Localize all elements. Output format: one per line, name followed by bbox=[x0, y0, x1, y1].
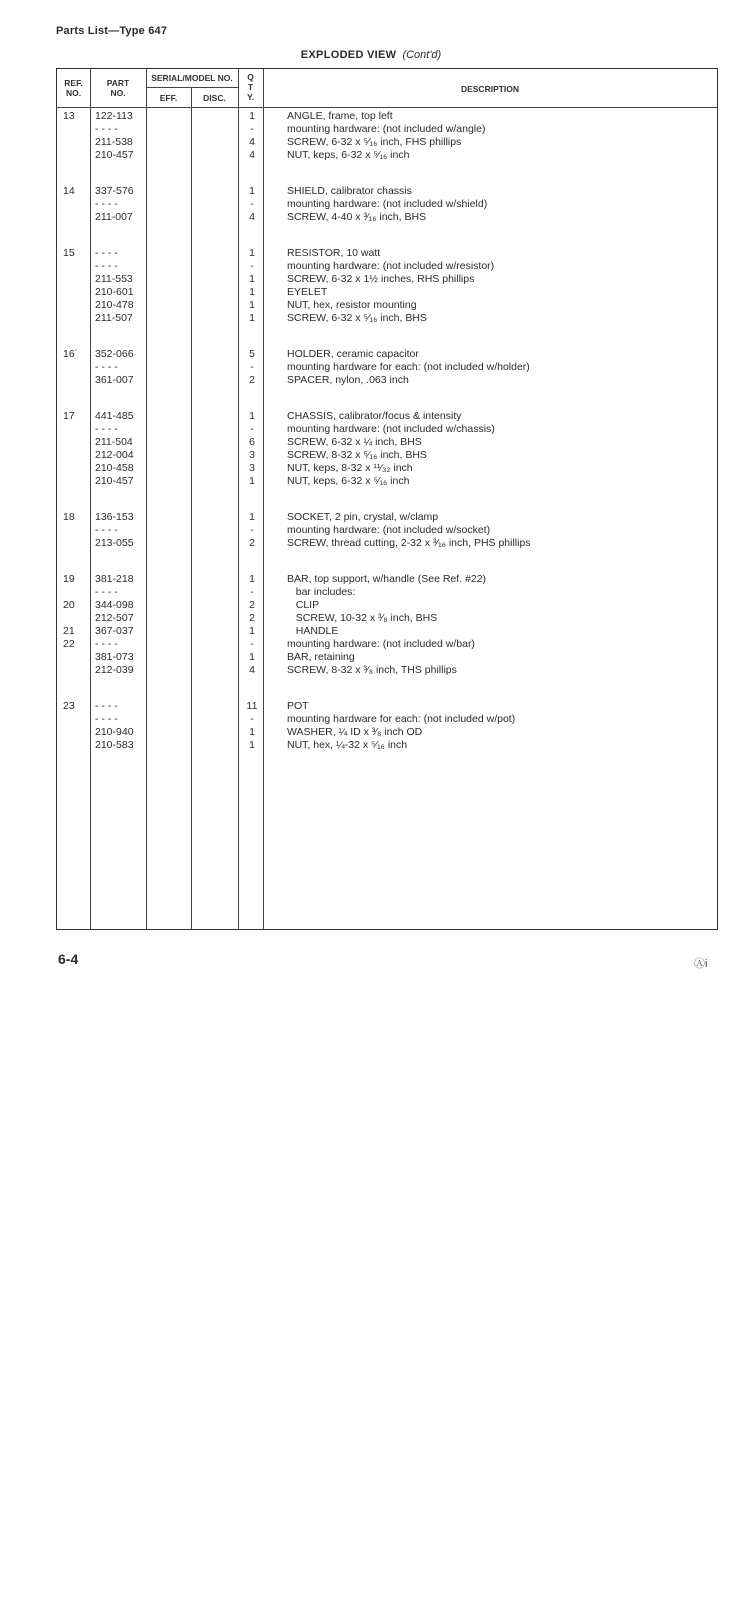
ref-cell: 15 bbox=[63, 247, 75, 259]
header-part-line1: PART bbox=[106, 78, 130, 88]
description-cell: NUT, hex, ¼-32 x ⁵⁄₁₆ inch bbox=[287, 739, 408, 751]
quantity-cell: 4 bbox=[249, 211, 255, 223]
description-cell: mounting hardware for each: (not included w/holder) bbox=[287, 361, 530, 373]
part-number-cell: - - - - bbox=[95, 361, 118, 373]
quantity-cell: 2 bbox=[249, 612, 255, 624]
quantity-cell: 1 bbox=[249, 651, 255, 663]
description-cell: BAR, retaining bbox=[287, 651, 355, 663]
header-qty bbox=[238, 72, 263, 102]
description-cell: NUT, hex, resistor mounting bbox=[287, 299, 417, 311]
quantity-cell: 1 bbox=[249, 739, 255, 751]
table-row bbox=[57, 136, 717, 149]
table-row bbox=[57, 651, 717, 664]
description-cell: NUT, keps, 8-32 x ¹¹⁄₃₂ inch bbox=[287, 462, 413, 474]
part-number-cell: - - - - bbox=[95, 700, 118, 712]
description-cell: WASHER, ¼ ID x ³⁄₈ inch OD bbox=[287, 726, 423, 738]
part-number-cell: - - - - bbox=[95, 247, 118, 259]
part-number-cell: 210-601 bbox=[95, 286, 134, 298]
table-row bbox=[57, 713, 717, 726]
quantity-cell: - bbox=[250, 713, 254, 725]
header-description: DESCRIPTION bbox=[460, 84, 520, 94]
quantity-cell: 3 bbox=[249, 449, 255, 461]
quantity-cell: 1 bbox=[249, 625, 255, 637]
part-number-cell: 337-576 bbox=[95, 185, 134, 197]
description-cell: SOCKET, 2 pin, crystal, w/clamp bbox=[287, 511, 439, 523]
quantity-cell: - bbox=[250, 524, 254, 536]
table-row bbox=[57, 511, 717, 524]
header-qty-q: Q bbox=[247, 72, 254, 82]
table-row bbox=[57, 449, 717, 462]
part-number-cell: 210-457 bbox=[95, 475, 134, 487]
quantity-cell: - bbox=[250, 586, 254, 598]
ref-cell: 23 bbox=[63, 700, 75, 712]
description-cell: SCREW, 4-40 x ³⁄₁₆ inch, BHS bbox=[287, 211, 427, 223]
description-cell: HANDLE bbox=[287, 625, 339, 637]
description-cell: SCREW, thread cutting, 2-32 x ³⁄₁₆ inch, PHS phillips bbox=[287, 537, 531, 549]
description-cell: HOLDER, ceramic capacitor bbox=[287, 348, 419, 360]
part-number-cell: 441-485 bbox=[95, 410, 134, 422]
section-title-cont: (Cont'd) bbox=[402, 49, 442, 61]
description-cell: RESISTOR, 10 watt bbox=[287, 247, 381, 259]
table-row bbox=[57, 149, 717, 162]
part-number-cell: 210-583 bbox=[95, 739, 134, 751]
table-row bbox=[57, 475, 717, 488]
table-row bbox=[57, 374, 717, 387]
table-row bbox=[57, 664, 717, 677]
quantity-cell: 1 bbox=[249, 726, 255, 738]
part-number-cell: 136-153 bbox=[95, 511, 134, 523]
description-cell: CHASSIS, calibrator/focus & intensity bbox=[287, 410, 462, 422]
description-cell: SPACER, nylon, .063 inch bbox=[287, 374, 409, 386]
quantity-cell: 1 bbox=[249, 475, 255, 487]
part-number-cell: - - - - bbox=[95, 260, 118, 272]
quantity-cell: 1 bbox=[249, 410, 255, 422]
part-number-cell: 211-007 bbox=[95, 211, 133, 223]
table-row bbox=[57, 537, 717, 550]
quantity-cell: 1 bbox=[249, 573, 255, 585]
ref-cell: 19 bbox=[63, 573, 75, 585]
quantity-cell: - bbox=[250, 123, 254, 135]
description-cell: SHIELD, calibrator chassis bbox=[287, 185, 412, 197]
table-row bbox=[57, 625, 717, 638]
description-cell: POT bbox=[287, 700, 309, 712]
table-row bbox=[57, 211, 717, 224]
description-cell: mounting hardware for each: (not included w/pot) bbox=[287, 713, 516, 725]
table-row bbox=[57, 739, 717, 752]
table-row bbox=[57, 612, 717, 625]
description-cell: CLIP bbox=[287, 599, 320, 611]
quantity-cell: 2 bbox=[249, 374, 255, 386]
section-title-main: EXPLODED VIEW bbox=[300, 49, 397, 61]
description-cell: SCREW, 6-32 x ¼ inch, BHS bbox=[287, 436, 422, 448]
quantity-cell: 1 bbox=[249, 247, 255, 259]
quantity-cell: 5 bbox=[249, 348, 255, 360]
part-number-cell: 211-507 bbox=[95, 312, 133, 324]
description-cell: ANGLE, frame, top left bbox=[287, 110, 393, 122]
description-cell: NUT, keps, 6-32 x ⁵⁄₁₆ inch bbox=[287, 475, 410, 487]
header-eff: EFF. bbox=[159, 93, 178, 103]
header-part-line2: NO. bbox=[110, 88, 126, 98]
part-number-cell: - - - - bbox=[95, 198, 118, 210]
quantity-cell: 3 bbox=[249, 462, 255, 474]
table-row bbox=[57, 110, 717, 123]
ref-cell: 20 bbox=[63, 599, 75, 611]
quantity-cell: 4 bbox=[249, 149, 255, 161]
part-number-cell: 212-039 bbox=[95, 664, 134, 676]
description-cell: mounting hardware: (not included w/shield) bbox=[287, 198, 488, 210]
header-ref-line2: NO. bbox=[65, 88, 82, 98]
table-row bbox=[57, 638, 717, 651]
quantity-cell: 2 bbox=[249, 537, 255, 549]
table-row bbox=[57, 312, 717, 325]
header-qty-t: T bbox=[247, 82, 254, 92]
quantity-cell: 2 bbox=[249, 599, 255, 611]
table-row bbox=[57, 462, 717, 475]
description-cell: NUT, keps, 6-32 x ⁵⁄₁₆ inch bbox=[287, 149, 410, 161]
part-number-cell: 381-218 bbox=[95, 573, 134, 585]
description-cell: mounting hardware: (not included w/chassis) bbox=[287, 423, 495, 435]
description-cell: SCREW, 6-32 x 1½ inches, RHS phillips bbox=[287, 273, 475, 285]
header-ref bbox=[57, 78, 90, 98]
part-number-cell: 213-055 bbox=[95, 537, 134, 549]
header-disc: DISC. bbox=[203, 93, 226, 103]
description-cell: SCREW, 6-32 x ⁵⁄₁₆ inch, FHS phillips bbox=[287, 136, 462, 148]
quantity-cell: 1 bbox=[249, 286, 255, 298]
table-row bbox=[57, 700, 717, 713]
table-row bbox=[57, 726, 717, 739]
part-number-cell: 212-507 bbox=[95, 612, 134, 624]
quantity-cell: 1 bbox=[249, 110, 255, 122]
part-number-cell: 210-940 bbox=[95, 726, 134, 738]
description-cell: bar includes: bbox=[287, 586, 356, 598]
part-number-cell: 361-007 bbox=[95, 374, 134, 386]
part-number-cell: 212-004 bbox=[95, 449, 134, 461]
quantity-cell: - bbox=[250, 638, 254, 650]
description-cell: BAR, top support, w/handle (See Ref. #22) bbox=[287, 573, 487, 585]
quantity-cell: 1 bbox=[249, 185, 255, 197]
ref-cell: 16˙ bbox=[63, 348, 79, 360]
page-header: Parts List—Type 647 bbox=[56, 25, 168, 37]
quantity-cell: 4 bbox=[249, 664, 255, 676]
table-row bbox=[57, 361, 717, 374]
quantity-cell: - bbox=[250, 423, 254, 435]
ref-cell: 22 bbox=[63, 638, 75, 650]
quantity-cell: 1 bbox=[249, 299, 255, 311]
part-number-cell: 210-458 bbox=[95, 462, 134, 474]
description-cell: mounting hardware: (not included w/bar) bbox=[287, 638, 475, 650]
table-row bbox=[57, 524, 717, 537]
table-row bbox=[57, 348, 717, 361]
part-number-cell: 381-073 bbox=[95, 651, 134, 663]
quantity-cell: 11 bbox=[246, 700, 258, 712]
description-cell: mounting hardware: (not included w/angle) bbox=[287, 123, 486, 135]
part-number-cell: 122-113 bbox=[95, 110, 133, 122]
quantity-cell: 6 bbox=[249, 436, 255, 448]
quantity-cell: - bbox=[250, 198, 254, 210]
part-number-cell: - - - - bbox=[95, 713, 118, 725]
table-row bbox=[57, 185, 717, 198]
table-row bbox=[57, 260, 717, 273]
part-number-cell: - - - - bbox=[95, 123, 118, 135]
part-number-cell: 211-538 bbox=[95, 136, 133, 148]
table-row bbox=[57, 573, 717, 586]
table-row bbox=[57, 410, 717, 423]
table-row bbox=[57, 423, 717, 436]
corner-mark: Ⓐi bbox=[694, 958, 708, 970]
header-bottom-rule bbox=[57, 107, 717, 108]
quantity-cell: 4 bbox=[249, 136, 255, 148]
table-row bbox=[57, 123, 717, 136]
description-cell: SCREW, 10-32 x ³⁄₈ inch, BHS bbox=[287, 612, 438, 624]
part-number-cell: - - - - bbox=[95, 638, 118, 650]
header-ref-line1: REF. bbox=[64, 78, 83, 88]
part-number-cell: 367-037 bbox=[95, 625, 134, 637]
quantity-cell: 1 bbox=[249, 273, 255, 285]
parts-table bbox=[56, 68, 718, 930]
table-row bbox=[57, 299, 717, 312]
table-row bbox=[57, 436, 717, 449]
header-serial: SERIAL/MODEL NO. bbox=[151, 73, 233, 83]
description-cell: mounting hardware: (not included w/socket) bbox=[287, 524, 491, 536]
description-cell: SCREW, 8-32 x ³⁄₈ inch, THS phillips bbox=[287, 664, 457, 676]
part-number-cell: 352-066 bbox=[95, 348, 134, 360]
quantity-cell: 1 bbox=[249, 511, 255, 523]
header-subdivider bbox=[146, 87, 238, 88]
header-part bbox=[90, 78, 146, 98]
part-number-cell: 211-553 bbox=[95, 273, 133, 285]
table-row bbox=[57, 286, 717, 299]
table-row bbox=[57, 273, 717, 286]
part-number-cell: - - - - bbox=[95, 524, 118, 536]
ref-cell: 17 bbox=[63, 410, 75, 422]
table-row bbox=[57, 198, 717, 211]
header-qty-y: Y. bbox=[246, 92, 255, 102]
quantity-cell: - bbox=[250, 361, 254, 373]
ref-cell: 21 bbox=[63, 625, 75, 637]
part-number-cell: - - - - bbox=[95, 586, 118, 598]
quantity-cell: 1 bbox=[249, 312, 255, 324]
part-number-cell: 211-504 bbox=[95, 436, 133, 448]
ref-cell: 13 bbox=[63, 110, 75, 122]
table-row bbox=[57, 599, 717, 612]
table-row bbox=[57, 586, 717, 599]
ref-cell: 14 bbox=[63, 185, 75, 197]
description-cell: EYELET bbox=[287, 286, 328, 298]
part-number-cell: 210-478 bbox=[95, 299, 134, 311]
section-title bbox=[0, 49, 742, 61]
quantity-cell: - bbox=[250, 260, 254, 272]
part-number-cell: - - - - bbox=[95, 423, 118, 435]
description-cell: SCREW, 8-32 x ⁵⁄₁₆ inch, BHS bbox=[287, 449, 427, 461]
table-row bbox=[57, 247, 717, 260]
part-number-cell: 210-457 bbox=[95, 149, 134, 161]
page-number: 6-4 bbox=[58, 951, 79, 967]
description-cell: SCREW, 6-32 x ⁵⁄₁₆ inch, BHS bbox=[287, 312, 427, 324]
part-number-cell: 344-098 bbox=[95, 599, 134, 611]
ref-cell: 18 bbox=[63, 511, 75, 523]
description-cell: mounting hardware: (not included w/resistor) bbox=[287, 260, 495, 272]
